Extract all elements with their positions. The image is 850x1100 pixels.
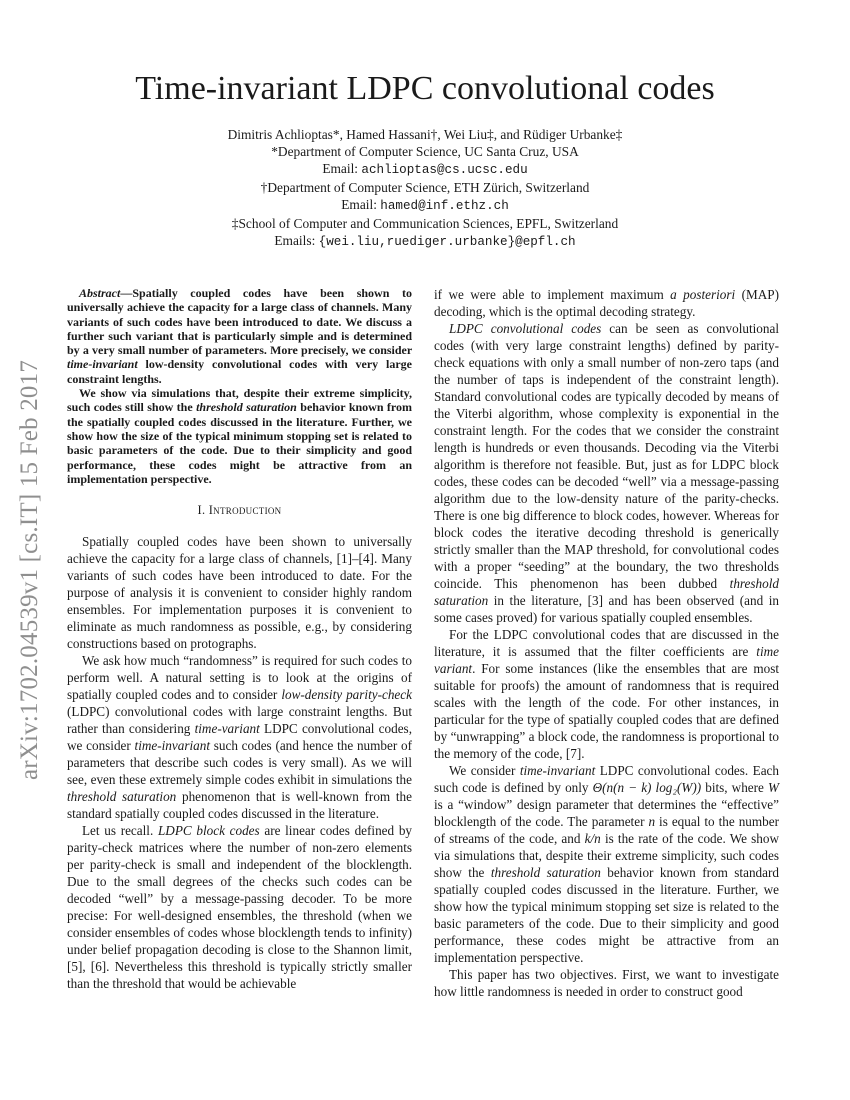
affiliation-1: *Department of Computer Science, UC Santa Cruz, USA — [271, 144, 579, 159]
paper-title: Time-invariant LDPC convolutional codes — [135, 70, 715, 107]
intro-paragraph-2: We ask how much “randomness” is required for such codes to perform well. A natural setting is to look at the origins of spatially coupled codes and to consider low-density parity-check (LDPC) convolutional codes with large constraint lengths. But rather than considering time-variant LDPC convolutional codes, we consider time-invariant such codes (and hence the number of parameters that describe such codes is very small). As we will see, even these extremely simple codes exhibit in simulations the threshold saturation phenomenon that is well-known from the standard spatially coupled codes discussed in the literature. — [67, 653, 412, 822]
body-paragraph-time-invariant: We consider time-invariant LDPC convolutional codes. Each such code is defined by only Θ(n(n − k) log₂(W)) bits, where W is a “window” design parameter that determines the “effective” blocklength of the code. The parameter n is equal to the number of streams of the code, and k/n is the rate of the code. We show via simulations that, despite their extreme simplicity, such codes show the threshold saturation behavior known from standard spatially coupled codes discussed in the literature. Further, we show how the typical minimum stopping set size is related to the basic parameters of the code. Due to their simplicity and good performance, these codes might be attractive from an implementation perspective. — [434, 763, 779, 965]
intro-paragraph-1: Spatially coupled codes have been shown to universally achieve the capacity for a large class of channels, [1]–[4]. Many variants of such codes have been introduced to date. For the purpose of analysis it is convenient to consider highly random ensembles. For implementation purposes it is convenient to eliminate as much randomness as possible, e.g., by considering constructions based on protographs. — [67, 534, 412, 652]
math-window: W — [768, 780, 779, 795]
abstract — [67, 286, 412, 486]
section-heading-introduction: I. Introduction — [197, 503, 282, 518]
arxiv-identifier — [8, 300, 52, 840]
email-address-1[interactable]: achlioptas@cs.ucsc.edu — [361, 163, 528, 177]
body-paragraph-objectives: This paper has two objectives. First, we want to investigate how little randomness is needed in order to construct good — [434, 967, 779, 999]
body-paragraph-continued: if we were able to implement maximum a posteriori (MAP) decoding, which is the optimal decoding strategy. — [434, 287, 779, 319]
math-rate: k/n — [584, 831, 601, 846]
right-column — [434, 286, 779, 1000]
body-paragraph-time-variant: For the LDPC convolutional codes that are discussed in the literature, it is assumed that the filter coefficients are time variant. For some instances (like the ensembles that are most suitable for proofs) the amount of randomness that is required scales with the length of the code. For other instances, in particular for the type of spatially coupled codes that are defined by “unwrapping” a block code, the randomness is proportional to the memory of the code, [7]. — [434, 627, 779, 761]
math-streams: n — [648, 814, 656, 829]
arxiv-id-text: arXiv:1702.04539v1 [cs.IT] 15 Feb 2017 — [16, 359, 44, 781]
math-complexity: Θ(n(n − k) log₂(W)) — [592, 780, 702, 795]
body-paragraph-ldpc-convolutional: LDPC convolutional codes can be seen as convolutional codes (with very large constraint lengths) defined by parity-check equations with only a small number of non-zero taps (and the number of taps is independent of the constraint length). Standard convolutional codes are typically decoded by means of the Viterbi algorithm, whose complexity is exponential in the constraint length. For the codes that we consider the constraint length is hundreds or even thousands. Decoding via the Viterbi algorithm is therefore not feasible. But, just as for LDPC block codes, these codes can be decoded “well” via a message-passing algorithm due to the low-density nature of the parity-checks. There is one big difference to block codes, however. Whereas for block codes the iterative decoding threshold is generically strictly smaller than the MAP threshold, for convolutional codes with a proper “seeding” at the boundary, the two thresholds coincide. This phenomenon has been dubbed threshold saturation in the literature, [3] and has been observed (and in some cases proved) for various spatially coupled ensembles. — [434, 321, 779, 625]
affiliation-3: ‡School of Computer and Communication Sciences, EPFL, Switzerland — [231, 216, 619, 231]
email-address-3[interactable]: {wei.liu,ruediger.urbanke}@epfl.ch — [318, 235, 576, 249]
email-line-2: Email: hamed@inf.ethz.ch — [341, 197, 509, 213]
affiliation-2: †Department of Computer Science, ETH Zürich, Switzerland — [260, 180, 590, 195]
intro-paragraph-3: Let us recall. LDPC block codes are linear codes defined by parity-check matrices where the number of non-zero elements per parity-check is small and independent of the blocklength. Due to the small degrees of the checks such codes can be decoded “well” by a message-passing decoder. To be more precise: For well-designed ensembles, the threshold (when we consider ensembles of codes whose blocklength tends to infinity) under belief propagation decoding is close to the Shannon limit, [5], [6]. Nevertheless this threshold is typically strictly smaller than the threshold that would be achievable — [67, 823, 413, 992]
abstract-paragraph-1: Abstract—Spatially coupled codes have been shown to universally achieve the capacity for a large class of channels. Many variants of such codes have been introduced to date. We discuss a further such variant that is particularly simple and is determined by a very small number of parameters. More precisely, we consider time-invariant low-density convolutional codes with very large constraint lengths. — [67, 286, 412, 386]
author-block — [70, 126, 780, 251]
abstract-paragraph-2: We show via simulations that, despite their extreme simplicity, such codes still show the threshold saturation behavior known from the spatially coupled codes discussed in the literature. Further, we show how the size of the typical minimum stopping set is related to basic parameters of the code. Due to their simplicity and good performance, these codes might be attractive from an implementation perspective. — [67, 386, 413, 486]
email-address-2[interactable]: hamed@inf.ethz.ch — [380, 199, 509, 213]
email-line-1: Email: achlioptas@cs.ucsc.edu — [322, 161, 528, 177]
left-column — [67, 286, 412, 992]
email-line-3: Emails: {wei.liu,ruediger.urbanke}@epfl.ch — [274, 233, 576, 249]
author-list: Dimitris Achlioptas*, Hamed Hassani†, Wei Liu‡, and Rüdiger Urbanke‡ — [227, 127, 623, 142]
abstract-label: Abstract — [79, 286, 121, 300]
